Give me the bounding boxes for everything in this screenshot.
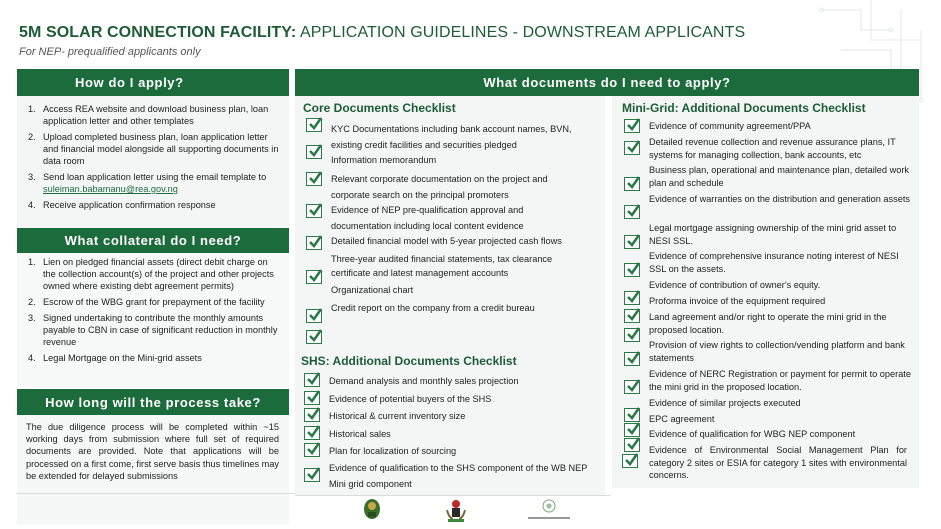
checkbox-checked[interactable] (306, 330, 322, 344)
minigrid-item: EPC agreement (649, 414, 715, 424)
checkbox-checked[interactable] (306, 204, 322, 218)
core-item: Credit report on the company from a credit bureau (331, 303, 535, 313)
checkbox-checked[interactable] (624, 423, 640, 437)
shs-item: Demand analysis and monthly sales projection (329, 376, 519, 386)
core-item: Organizational chart (331, 285, 414, 295)
checkbox-checked[interactable] (624, 291, 640, 305)
core-item: Detailed financial model with 5-year projected cash flows (331, 236, 562, 246)
checkbox-checked[interactable] (624, 408, 640, 422)
checkbox-checked[interactable] (306, 145, 322, 159)
nigeria-coat-of-arms-logo (444, 498, 468, 524)
checkbox-checked[interactable] (622, 454, 638, 468)
minigrid-item: Land agreement and/or right to operate the mini grid in the proposed location. (649, 312, 887, 335)
checkbox-checked[interactable] (624, 438, 640, 452)
checkbox-checked[interactable] (306, 309, 322, 323)
how-to-apply-heading: How do I apply? (17, 69, 289, 96)
timeline-heading: How long will the process take? (17, 389, 289, 415)
apply-step: 3. Send loan application letter using the email template to suleiman.babamanu@rea.gov.ng (28, 172, 267, 194)
checkbox-checked[interactable] (624, 309, 640, 323)
timeline-panel (17, 415, 289, 525)
timeline-text: The due diligence process will be completed within ~15 working days from submission where full set of required documents are provided. Note that applications will be processed on a first come, first serve basis thus timelines may be extended for delayed submissions (26, 422, 279, 481)
core-item: Three-year audited financial statements, tax clearance certificate and latest management accounts (331, 254, 553, 278)
minigrid-item: Detailed revenue collection and revenue assurance plans, IT systems for managing collection, bank accounts, etc (649, 137, 896, 160)
checkbox-checked[interactable] (306, 172, 322, 186)
shs-item: Historical sales (329, 429, 391, 439)
apply-step: 1. Access REA website and download business plan, loan application letter and other templates (28, 104, 269, 126)
minigrid-item: Legal mortgage assigning ownership of the mini grid asset to NESI SSL. (649, 223, 897, 246)
documents-heading: What documents do I need to apply? (295, 69, 919, 96)
checkbox-checked[interactable] (624, 235, 640, 249)
minigrid-item: Evidence of comprehensive insurance noting interest of NESI SSL on the assets. (649, 251, 899, 274)
page-title: 5M SOLAR CONNECTION FACILITY: APPLICATION GUIDELINES - DOWNSTREAM APPLICANTS (19, 24, 746, 41)
how-to-apply-panel (17, 96, 289, 228)
checkbox-checked[interactable] (624, 205, 640, 219)
checkbox-checked[interactable] (624, 328, 640, 342)
checkbox-checked[interactable] (304, 391, 320, 405)
minigrid-item: Provision of view rights to collection/vending platform and bank statements (649, 340, 905, 363)
minigrid-item: Evidence of NERC Registration or payment for permit to operate the mini grid in the proposed location. (649, 369, 911, 392)
minigrid-item: Business plan, operational and maintenance plan, detailed work plan and schedule (649, 165, 909, 188)
rea-logo (526, 498, 572, 522)
checkbox-checked[interactable] (624, 263, 640, 277)
minigrid-item: Evidence of community agreement/PPA (649, 121, 811, 131)
minigrid-item: Evidence of warranties on the distribution and generation assets (649, 194, 910, 204)
checkbox-checked[interactable] (306, 270, 322, 284)
collateral-item: 3. Signed undertaking to contribute the monthly amounts payable to CBN in case of significant reduction in monthly revenue (28, 313, 278, 347)
cbn-logo (362, 497, 382, 521)
shs-item: Plan for localization of sourcing (329, 446, 457, 456)
shs-item: Evidence of potential buyers of the SHS (329, 394, 492, 404)
checkbox-checked[interactable] (624, 119, 640, 133)
checkbox-checked[interactable] (304, 468, 320, 482)
checkbox-checked[interactable] (624, 352, 640, 366)
apply-step: 2. Upload completed business plan, loan application letter and financial model alongside all supporting documents in data room (28, 132, 279, 166)
minigrid-item: Proforma invoice of the equipment required (649, 296, 826, 306)
checkbox-checked[interactable] (304, 408, 320, 422)
checkbox-checked[interactable] (624, 141, 640, 155)
checkbox-checked[interactable] (306, 236, 322, 250)
collateral-item: 4. Legal Mortgage on the Mini-grid assets (28, 353, 202, 363)
checkbox-checked[interactable] (306, 118, 322, 132)
checkbox-checked[interactable] (304, 426, 320, 440)
timeline-divider (17, 493, 295, 494)
minigrid-item: Evidence of contribution of owner's equity. (649, 280, 821, 290)
minigrid-item: Evidence of qualification for WBG NEP component (649, 429, 856, 439)
checkbox-checked[interactable] (624, 380, 640, 394)
shs-item: Historical & current inventory size (329, 411, 466, 421)
collateral-panel (17, 253, 289, 386)
minigrid-item: Evidence of similar projects executed (649, 398, 801, 408)
core-item: KYC Documentations including bank account names, BVN, existing credit facilities and securities pledged (331, 124, 572, 150)
core-item: Relevant corporate documentation on the project and corporate search on the principal promoters (331, 174, 548, 200)
documents-divider (295, 495, 610, 496)
collateral-item: 1. Lien on pledged financial assets (direct debit charge on the collection account(s) of the project and other projects owned where existing debt agreement permits) (28, 257, 274, 291)
core-checklist-title: Core Documents Checklist (303, 101, 456, 115)
page-subtitle: For NEP- prequalified applicants only (19, 46, 201, 58)
email-link[interactable]: suleiman.babamanu@rea.gov.ng (43, 184, 178, 194)
apply-step: 4. Receive application confirmation response (28, 200, 216, 210)
core-item: Information memorandum (331, 155, 437, 165)
checkbox-checked[interactable] (304, 443, 320, 457)
collateral-heading: What collateral do I need? (17, 228, 289, 253)
minigrid-checklist-title: Mini-Grid: Additional Documents Checklist (622, 101, 866, 115)
collateral-item: 2. Escrow of the WBG grant for prepayment of the facility (28, 297, 265, 307)
core-item: Evidence of NEP pre-qualification approval and documentation including local content evidence (331, 205, 524, 231)
checkbox-checked[interactable] (624, 177, 640, 191)
minigrid-item: Evidence of Environmental Social Management Plan for category 2 sites or ESIA for category 1 sites with environmental concerns. (649, 445, 907, 480)
checkbox-checked[interactable] (304, 373, 320, 387)
shs-checklist-title: SHS: Additional Documents Checklist (301, 354, 517, 368)
shs-item: Evidence of qualification to the SHS component of the WB NEP Mini grid component (329, 463, 588, 489)
